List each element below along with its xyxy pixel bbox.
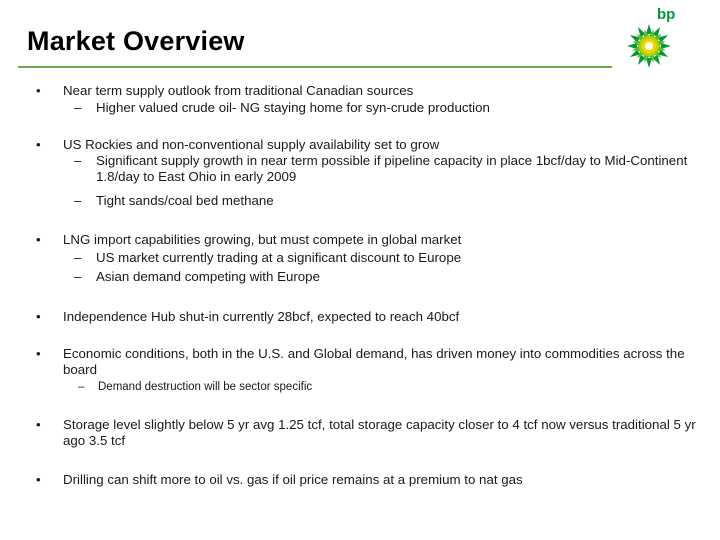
bullet-dot: • — [36, 417, 41, 432]
title-underline — [18, 66, 612, 68]
sub-bullet-dash: – — [74, 193, 82, 208]
bp-logo-text: bp — [657, 6, 676, 23]
bullet-dot: • — [36, 472, 41, 487]
sub-bullet-dash: – — [74, 269, 82, 284]
sub-bullet-text: Significant supply growth in near term possible if pipeline capacity in place 1bcf/day to Mid-Continent 1.8/day to East Ohio in early 2009 — [96, 153, 688, 184]
sub-bullet-dash: – — [74, 153, 82, 168]
bullet-dot: • — [36, 137, 41, 152]
bullet-text: Drilling can shift more to oil vs. gas if oil price remains at a premium to nat gas — [63, 472, 523, 487]
sub-bullet-text: Asian demand competing with Europe — [96, 269, 320, 284]
bullet-dot: • — [36, 309, 41, 324]
sub-bullet-dash: – — [78, 381, 85, 393]
sub-bullet-text: Demand destruction will be sector specific — [98, 381, 313, 393]
sub-bullet-text: Tight sands/coal bed methane — [96, 193, 274, 208]
slide-title: Market Overview — [27, 26, 245, 56]
bullet-text: US Rockies and non-conventional supply availability set to grow — [63, 137, 440, 152]
sub-bullet-dash: – — [74, 100, 82, 115]
bullet-text: Storage level slightly below 5 yr avg 1.25 tcf, total storage capacity closer to 4 tcf now versus traditional 5 yr ago 3.5 tcf — [63, 417, 696, 448]
bp-helios-icon — [621, 4, 685, 70]
bullet-text: LNG import capabilities growing, but must compete in global market — [63, 232, 462, 247]
bullet-dot: • — [36, 232, 41, 247]
bullet-dot: • — [36, 346, 41, 361]
bullet-text: Near term supply outlook from traditional Canadian sources — [63, 83, 414, 98]
bullet-text: Economic conditions, both in the U.S. and Global demand, has driven money into commodities across the board — [63, 346, 685, 377]
sub-bullet-text: US market currently trading at a significant discount to Europe — [96, 250, 462, 265]
sub-bullet-text: Higher valued crude oil- NG staying home for syn-crude production — [96, 100, 490, 115]
bp-logo — [621, 4, 685, 70]
sub-bullet-dash: – — [74, 250, 82, 265]
bullet-text: Independence Hub shut-in currently 28bcf, expected to reach 40bcf — [63, 309, 460, 324]
bullet-dot: • — [36, 83, 41, 98]
